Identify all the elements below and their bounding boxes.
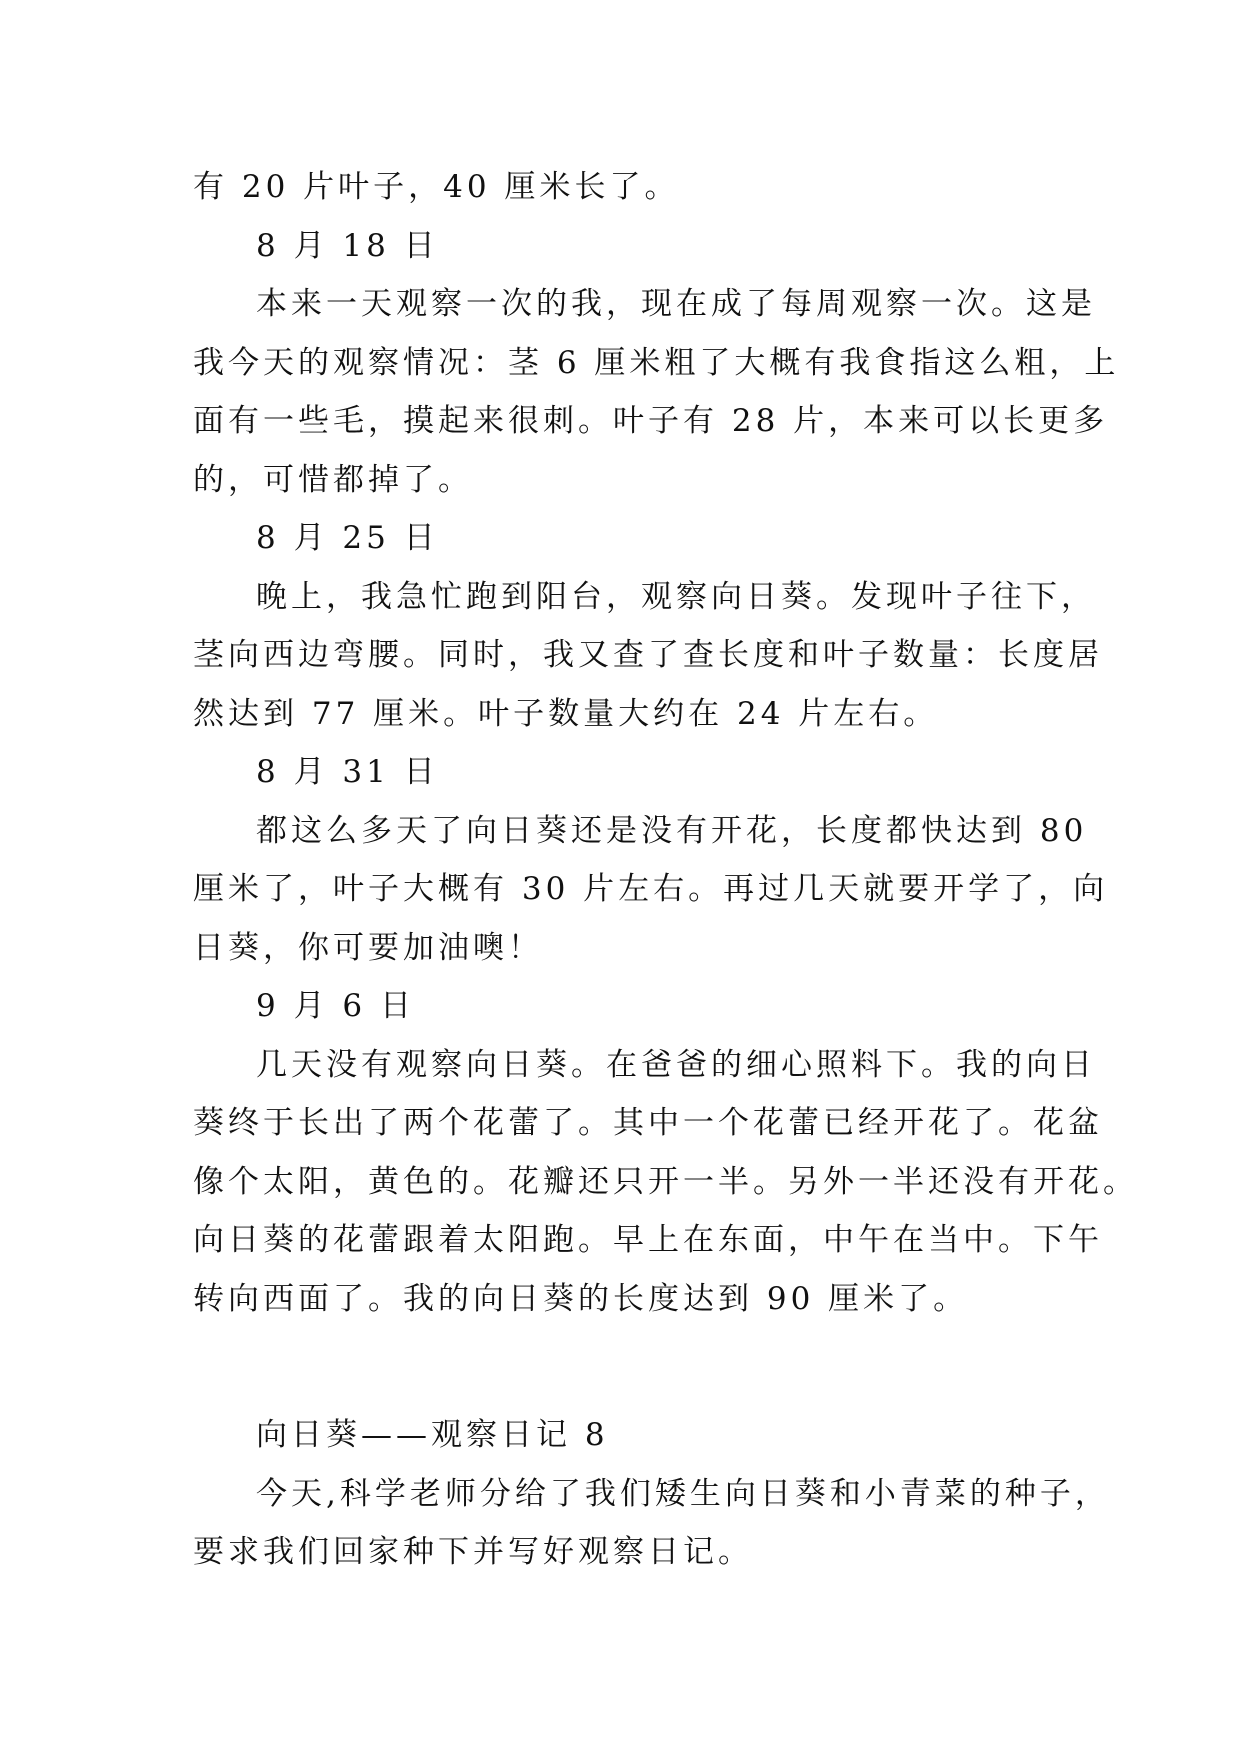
body-line: 茎向西边弯腰。同时，我又查了查长度和叶子数量：长度居 <box>193 637 1103 673</box>
body-line: 面有一些毛，摸起来很刺。叶子有 28 片，本来可以长更多 <box>193 403 1109 439</box>
section-spacer <box>193 1328 1053 1406</box>
entry-date: 8 月 31 日 <box>256 754 439 790</box>
body-line: 有 20 片叶子，40 厘米长了。 <box>193 169 680 205</box>
entry-date: 8 月 25 日 <box>256 520 439 556</box>
body-line: 的，可惜都掉了。 <box>193 461 473 498</box>
body-line: 都这么多天了向日葵还是没有开花，长度都快达到 80 <box>256 812 1088 849</box>
entry-date: 9 月 6 日 <box>256 988 416 1024</box>
entry-date: 8 月 18 日 <box>256 227 439 264</box>
body-line: 要求我们回家种下并写好观察日记。 <box>193 1534 753 1570</box>
body-line: 然达到 77 厘米。叶子数量大约在 24 片左右。 <box>193 695 939 732</box>
body-line: 葵终于长出了两个花蕾了。其中一个花蕾已经开花了。花盆 <box>193 1105 1103 1141</box>
body-line: 我今天的观察情况：茎 6 厘米粗了大概有我食指这么粗，上 <box>193 344 1120 381</box>
body-line: 转向西面了。我的向日葵的长度达到 90 厘米了。 <box>193 1280 969 1317</box>
body-line: 本来一天观察一次的我，现在成了每周观察一次。这是 <box>256 286 1096 322</box>
body-line: 向日葵的花蕾跟着太阳跑。早上在东面，中午在当中。下午 <box>193 1222 1103 1258</box>
body-line: 几天没有观察向日葵。在爸爸的细心照料下。我的向日 <box>256 1046 1096 1083</box>
section-title: 向日葵——观察日记 8 <box>256 1417 609 1453</box>
body-line: 像个太阳，黄色的。花瓣还只开一半。另外一半还没有开花。 <box>193 1163 1138 1200</box>
document-page <box>193 158 1138 1582</box>
body-line: 晚上，我急忙跑到阳台，观察向日葵。发现叶子往下， <box>256 578 1096 615</box>
body-line: 日葵，你可要加油噢！ <box>193 929 543 966</box>
body-line: 厘米了，叶子大概有 30 片左右。再过几天就要开学了，向 <box>193 871 1109 907</box>
body-line: 今天,科学老师分给了我们矮生向日葵和小青菜的种子， <box>256 1475 1110 1512</box>
